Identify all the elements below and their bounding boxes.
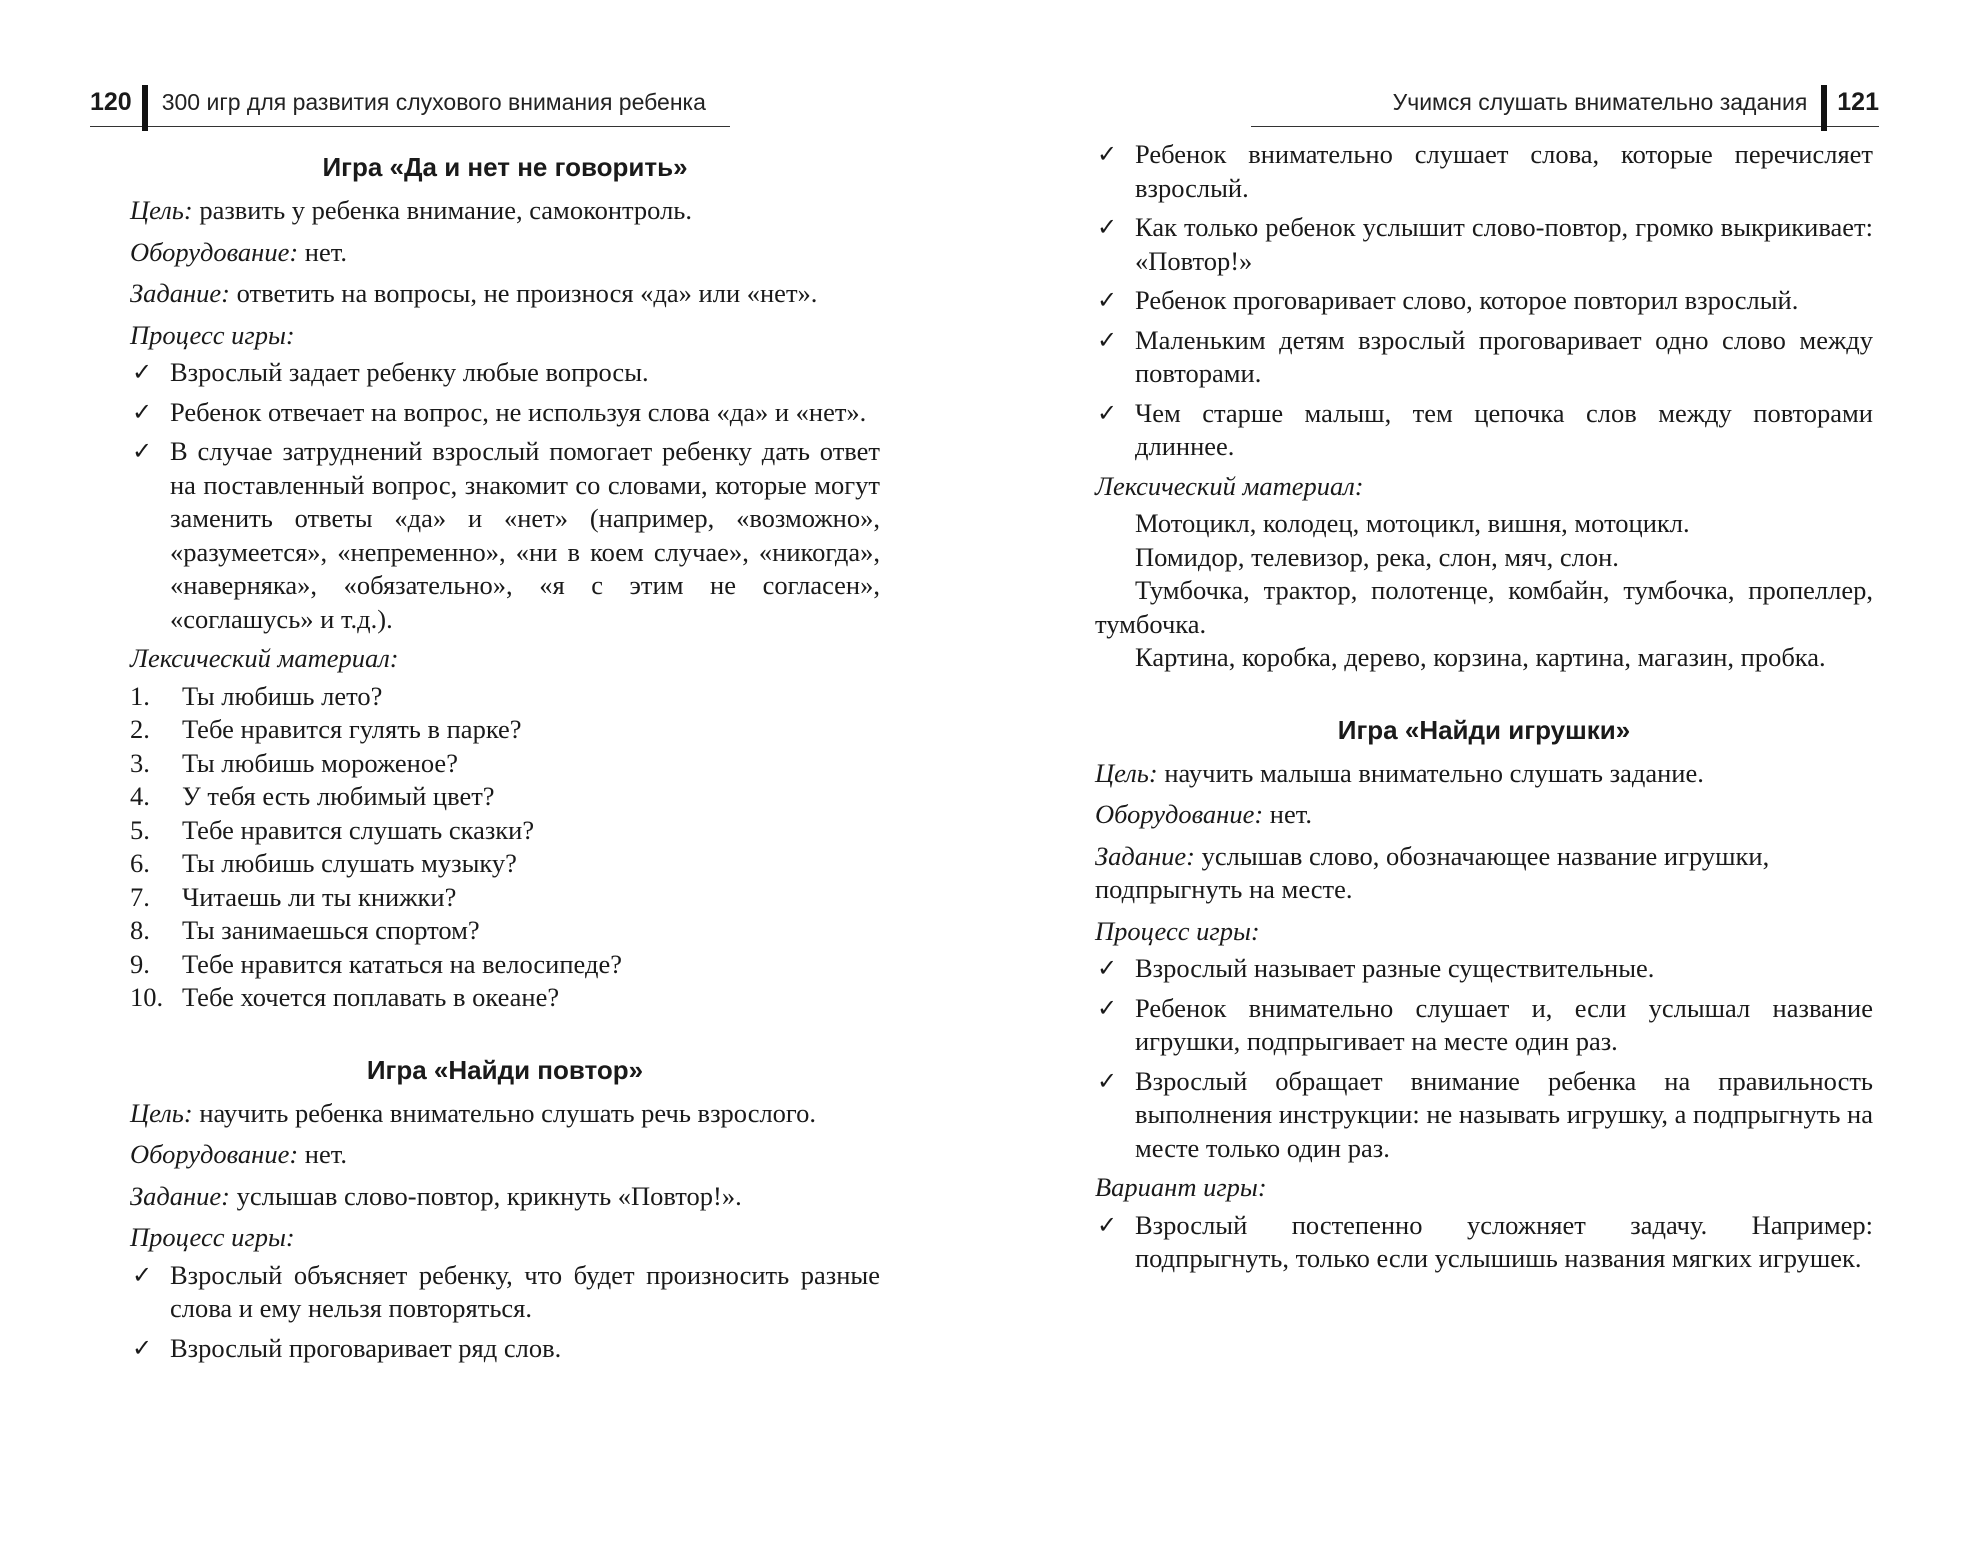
process-label: Процесс игры:	[1095, 915, 1260, 946]
task-line: Задание: услышав слово, обозначающее название игрушки, подпрыгнуть на месте.	[1095, 840, 1770, 904]
question-list	[130, 680, 880, 1015]
goal-line: Цель: развить у ребенка внимание, самоконтроль.	[130, 195, 693, 225]
list-item: 10. Тебе хочется поплавать в океане?	[130, 982, 560, 1012]
process-steps	[130, 1259, 880, 1366]
check-item: ✓ Чем старше малыш, тем цепочка слов между повторами длиннее.	[1095, 397, 1873, 464]
right-page	[986, 0, 1972, 1548]
header-separator	[142, 85, 148, 131]
lexical-line: Тумбочка, трактор, полотенце, комбайн, тумбочка, пропеллер, тумбочка.	[1095, 575, 1873, 639]
check-item: ✓ Ребенок внимательно слушает и, если услышал название игрушки, подпрыгивает на месте один раз.	[1095, 992, 1873, 1059]
page-number: 120	[90, 87, 132, 116]
process-steps	[130, 356, 880, 636]
process-label: Процесс игры:	[130, 319, 295, 350]
lexical-label: Лексический материал:	[1095, 470, 1364, 501]
check-item: ✓ Маленьким детям взрослый проговаривает одно слово между повторами.	[1095, 324, 1873, 391]
check-item: ✓ В случае затруднений взрослый помогает ребенку дать ответ на поставленный вопрос, знакомит со словами, которые могут заменить ответы «да» и «нет» (например, «возможно», «разумеется», «непременно», «ни в коем случае», «никогда», «наверняка», «обязательно», «я с этим не согласен», «соглашусь» и т.д.).	[130, 435, 880, 636]
header-separator	[1821, 85, 1827, 131]
lexical-line: Помидор, телевизор, река, слон, мяч, слон.	[1135, 541, 1619, 572]
list-item: 5. Тебе нравится слушать сказки?	[130, 814, 535, 845]
running-title: 300 игр для развития слухового внимания ребенка	[161, 88, 706, 115]
list-item: 3. Ты любишь мороженое?	[130, 747, 458, 778]
variant-label: Вариант игры:	[1095, 1172, 1267, 1202]
check-item: ✓ Ребенок отвечает на вопрос, не используя слова «да» и «нет».	[130, 396, 880, 430]
list-item: 8. Ты занимаешься спортом?	[130, 915, 480, 945]
list-item: 6. Ты любишь слушать музыку?	[130, 848, 517, 878]
list-item: 7. Читаешь ли ты книжки?	[130, 881, 457, 912]
game-title: Игра «Найди игрушки»	[1337, 714, 1631, 745]
running-title: Учимся слушать внимательно задания	[1392, 88, 1808, 115]
check-item: ✓ Взрослый обращает внимание ребенка на правильность выполнения инструкции: не называть игрушку, а подпрыгнуть на месте только один раз.	[1095, 1065, 1873, 1166]
check-item: ✓ Ребенок внимательно слушает слова, которые перечисляет взрослый.	[1095, 138, 1873, 205]
check-item: ✓ Взрослый называет разные существительные.	[1095, 952, 1873, 986]
lexical-line: Картина, коробка, дерево, корзина, картина, магазин, пробка.	[1135, 642, 1826, 672]
lexical-label: Лексический материал:	[130, 643, 399, 673]
lexical-material	[1095, 507, 1873, 675]
process-steps-continued	[1095, 138, 1873, 464]
list-item: 9. Тебе нравится кататься на велосипеде?	[130, 948, 622, 979]
left-column	[130, 138, 880, 1371]
equipment-line: Оборудование: нет.	[130, 1139, 347, 1169]
lexical-line: Мотоцикл, колодец, мотоцикл, вишня, мотоцикл.	[1135, 508, 1690, 538]
right-column	[1095, 138, 1873, 1282]
game-title: Игра «Да и нет не говорить»	[322, 152, 688, 182]
check-item: ✓ Как только ребенок услышит слово-повтор, громко выкрикивает: «Повтор!»	[1095, 211, 1873, 278]
list-item: 2. Тебе нравится гулять в парке?	[130, 714, 522, 744]
check-item: ✓ Взрослый проговаривает ряд слов.	[130, 1332, 880, 1366]
task-line: Задание: услышав слово-повтор, крикнуть «Повтор!».	[130, 1180, 742, 1211]
check-item: ✓ Взрослый задает ребенку любые вопросы.	[130, 356, 880, 390]
list-item: 1. Ты любишь лето?	[130, 680, 383, 711]
equipment-line: Оборудование: нет.	[1095, 799, 1312, 829]
process-label: Процесс игры:	[130, 1222, 295, 1252]
variant-steps	[1095, 1209, 1873, 1276]
page-number: 121	[1837, 87, 1879, 116]
running-header-right	[1251, 78, 1879, 127]
check-item: ✓ Ребенок проговаривает слово, которое повторил взрослый.	[1095, 284, 1873, 318]
goal-line: Цель: научить малыша внимательно слушать задание.	[1095, 757, 1704, 788]
equipment-line: Оборудование: нет.	[130, 236, 347, 267]
process-steps	[1095, 952, 1873, 1165]
check-item: ✓ Взрослый постепенно усложняет задачу. Например: подпрыгнуть, только если услышишь названия мягких игрушек.	[1095, 1209, 1873, 1276]
running-header-left	[90, 78, 730, 127]
check-item: ✓ Взрослый объясняет ребенку, что будет произносить разные слова и ему нельзя повторяться.	[130, 1259, 880, 1326]
task-line: Задание: ответить на вопросы, не произнося «да» или «нет».	[130, 278, 818, 308]
game-title: Игра «Найди повтор»	[366, 1054, 644, 1085]
list-item: 4. У тебя есть любимый цвет?	[130, 781, 495, 811]
goal-line: Цель: научить ребенка внимательно слушать речь взрослого.	[130, 1097, 817, 1128]
